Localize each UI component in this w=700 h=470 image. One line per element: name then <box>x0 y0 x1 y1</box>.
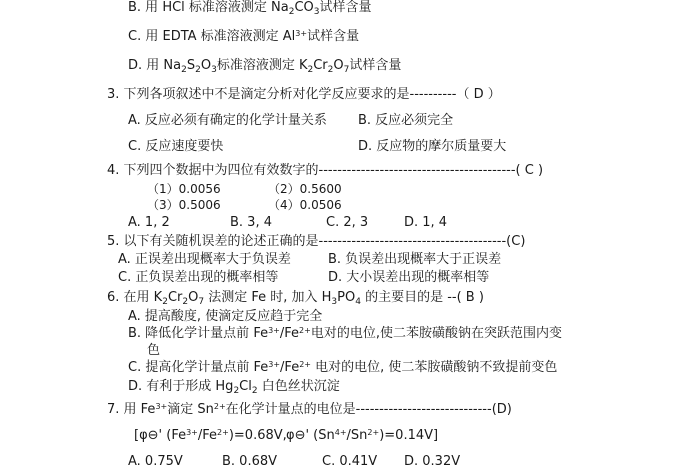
q5-option-a: A. 正误差出现概率大于负误差 <box>118 252 291 267</box>
q3-option-c: C. 反应速度要快 <box>128 139 224 154</box>
q5-option-d: D. 大小误差出现的概率相等 <box>328 270 490 285</box>
q4-number-1: （1）0.0056 <box>147 182 221 196</box>
q4-number-4: （4）0.0506 <box>268 198 342 212</box>
q6-option-a: A. 提高酸度, 使滴定反应趋于完全 <box>128 309 323 324</box>
q7-option-d: D. 0.32V <box>404 454 461 469</box>
q3-option-d: D. 反应物的摩尔质量要大 <box>358 139 507 154</box>
q4-option-c: C. 2, 3 <box>326 215 369 230</box>
q6-option-b-cont: 色 <box>147 343 161 358</box>
q3-option-a: A. 反应必须有确定的化学计量关系 <box>128 113 327 128</box>
q4-option-b: B. 3, 4 <box>230 215 272 230</box>
q3-stem: 3. 下列各项叙述中不是滴定分析对化学反应要求的是----------（ D ） <box>107 87 501 102</box>
q7-potential-1: [φ⊖' $(Fe^{3+}/Fe^{2+})=0.68V$, <box>134 428 287 443</box>
q7-option-c: C. 0.41V <box>322 454 378 469</box>
q4-stem: 4. 下列四个数据中为四位有效数字的------------------------------------------( C ) <box>107 163 544 178</box>
q4-number-2: （2）0.5600 <box>268 182 342 196</box>
q5-stem: 5. 以下有关随机误差的论述正确的是----------------------------------------(C) <box>107 234 526 249</box>
q3-option-b: B. 反应必须完全 <box>358 113 454 128</box>
q7-option-a: A. 0.75V <box>128 454 183 469</box>
q7-potential-2: φ⊖' $(Sn^{4+}/Sn^{2+})=0.14V$] <box>286 428 439 443</box>
q2-option-c: C. 用 EDTA 标准溶液测定 $Al^{3+}$试样含量 <box>128 29 360 44</box>
q6-option-b: B. 降低化学计量点前 $Fe^{3+}/Fe^{2+}$电对的电位,使二苯胺磺酸钠在突跃范围内变 <box>128 326 562 341</box>
q2-option-b: B. 用 HCl 标准溶液测定 $Na_2CO_3$试样含量 <box>128 0 372 17</box>
q7-stem: 7. 用 $Fe^{3+}$滴定 $Sn^{2+}$在化学计量点的电位是-----------------------------(D) <box>107 402 512 417</box>
q4-number-3: （3）0.5006 <box>147 198 221 212</box>
q4-option-d: D. 1, 4 <box>404 215 448 230</box>
q6-option-d: D. 有利于形成 $Hg_2Cl_2$ 白色丝状沉淀 <box>128 379 340 396</box>
q6-stem: 6. 在用 $K_2Cr_2O_7$ 法测定 Fe 时, 加入 $H_3PO_4$ 的主要目的是 --( B ) <box>107 290 484 307</box>
q5-option-b: B. 负误差出现概率大于正误差 <box>328 252 502 267</box>
q6-option-c: C. 提高化学计量点前 $Fe^{3+}/Fe^{2+}$ 电对的电位, 使二苯胺磺酸钠不致提前变色 <box>128 360 558 375</box>
q5-option-c: C. 正负误差出现的概率相等 <box>118 270 279 285</box>
q2-option-d: D. 用 $Na_2S_2O_3$标准溶液测定 $K_2Cr_2O_7$试样含量 <box>128 58 402 75</box>
q4-option-a: A. 1, 2 <box>128 215 170 230</box>
q7-option-b: B. 0.68V <box>222 454 278 469</box>
